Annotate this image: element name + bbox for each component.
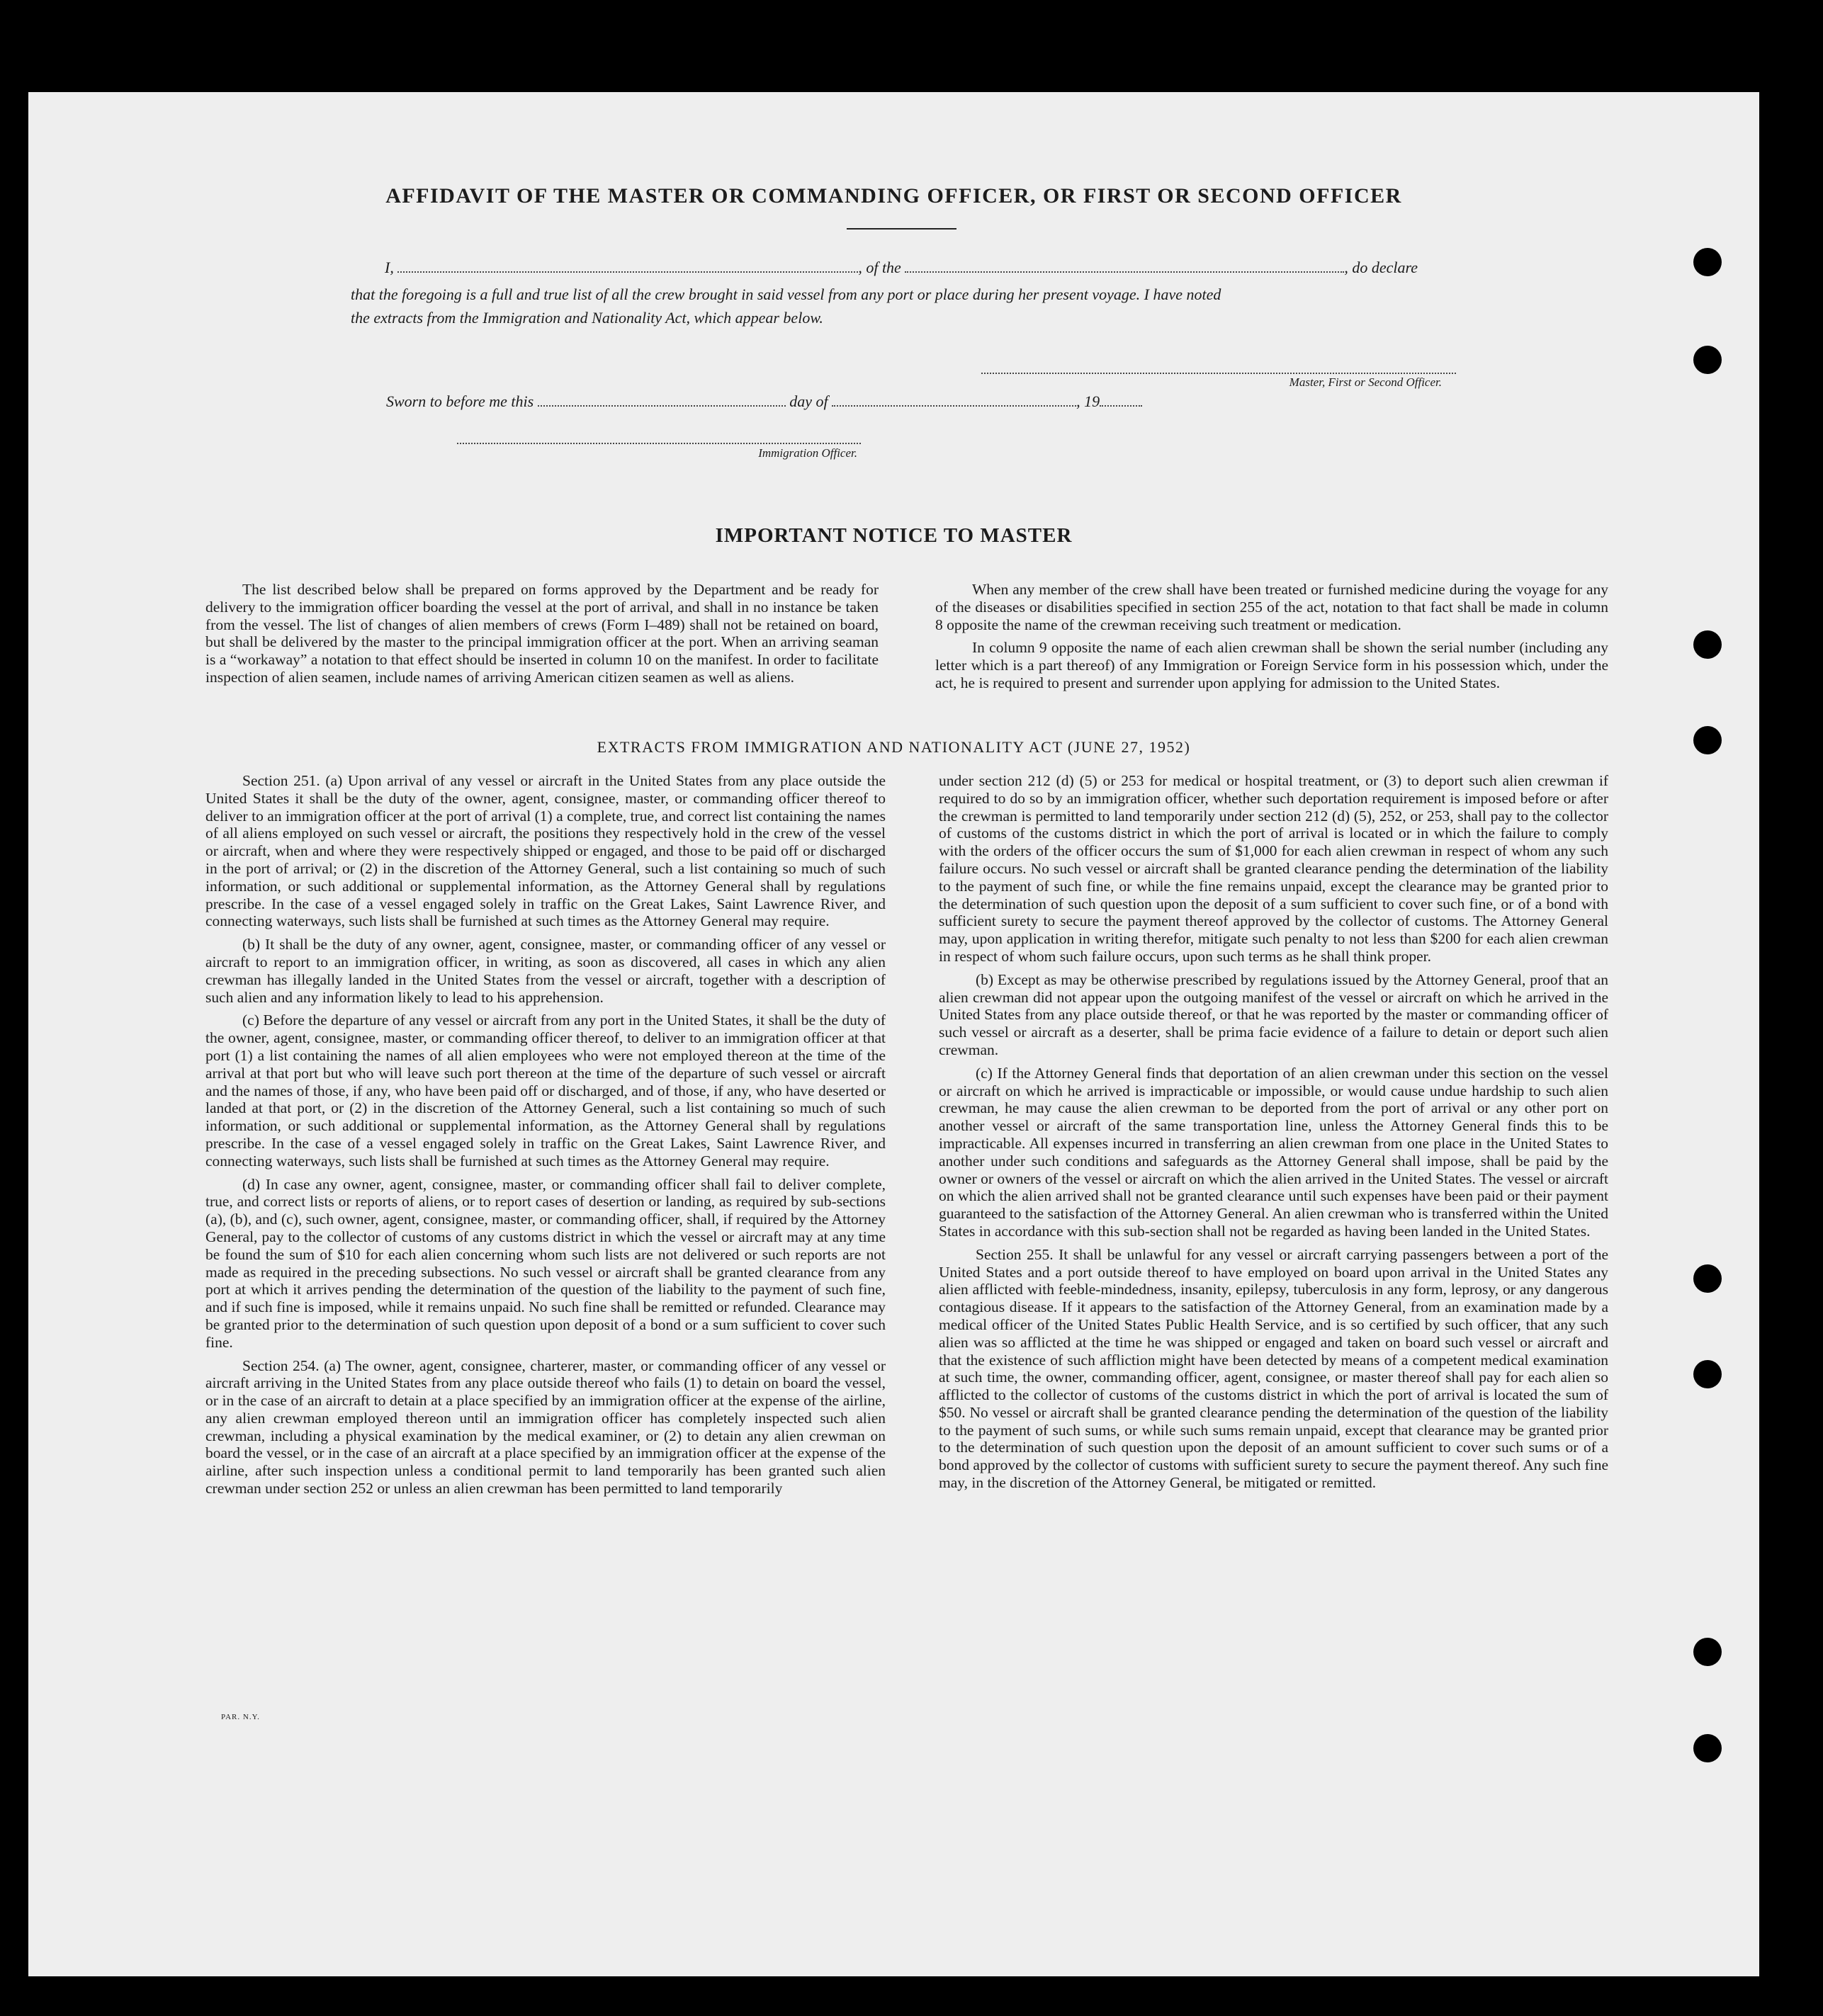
affidavit-title: AFFIDAVIT OF THE MASTER OR COMMANDING OFFICER, OR FIRST OR SECOND OFFICER	[385, 184, 1402, 208]
year-blank	[1100, 392, 1142, 407]
section-paragraph: under section 212 (d) (5) or 253 for medical or hospital treatment, or (3) to deport such alien crewman if required to do so by an immigration officer, whether such deportation requirement is imposed before or after the crewman is permitted to land temporarily under section 212 (d) (5), 252, or 253, shall pay to the collector of customs of the customs district in which the port of arrival is located or in which the failure to comply with the orders of the officer occurs the sum of $1,000 for each alien crewman in respect of whom any such failure occurs. No such vessel or aircraft shall be granted clearance pending the determination of the liability to the payment of such fine, or while the fine remains unpaid, except the clearance may be granted prior to the determination of such question upon the deposit of a sum sufficient to cover such fine, or of a bond with sufficient surety to secure the payment thereof approved by the collector of customs. The Attorney General may, upon application in writing therefor, mitigate such penalty to not less than $200 for each alien crewman in respect of whom such failure occurs, upon such terms as he shall think proper.	[939, 772, 1608, 965]
declaration-i: I,	[385, 259, 394, 276]
notice-title: IMPORTANT NOTICE TO MASTER	[715, 524, 1073, 547]
officer-signature-line	[457, 443, 861, 444]
punch-hole	[1693, 1734, 1722, 1762]
punch-hole	[1693, 248, 1722, 276]
year-label: , 19	[1076, 392, 1100, 410]
section-paragraph: Section 255. It shall be unlawful for any vessel or aircraft carrying passengers between a port of the United States and a port outside thereof to have employed on board upon arrival in the United States any alien afflicted with feeble-mindedness, insanity, epilepsy, tuberculosis in any form, leprosy, or any dangerous contagious disease. If it appears to the satisfaction of the Attorney General, from an examination made by a medical officer of the United States Public Health Service, and is so certified by such officer, that any such alien was so afflicted at the time he was shipped or engaged and taken on board such vessel or aircraft and that the existence of such affliction might have been detected by means of a competent medical examination at such time, the owner, commanding officer, agent, consignee, or master thereof shall pay for each alien so afflicted to the collector of customs of the customs district in which the port of arrival is located the sum of $50. No vessel or aircraft shall be granted clearance pending the determination of the question of the liability to the payment of such sums, or while such sums remain unpaid, except that clearance may be granted prior to the determination of such question upon the deposit of an amount sufficient to cover such sums or of a bond approved by the collector of customs with sufficient surety to secure the payment thereof. Any such fine may, in the discretion of the Attorney General, be mitigated or remitted.	[939, 1245, 1608, 1492]
notice-paragraph: The list described below shall be prepared on forms approved by the Department and be ready for delivery to the immigration officer boarding the vessel at the port of arrival, and shall in no instance be taken from the vessel. The list of changes of alien members of crews (Form I–489) shall not be retained on board, but shall be delivered by the master to the principal immigration officer at the port. When an arriving seaman is a “workaway” a notation to that effect should be inserted in column 10 on the manifest. In order to facilitate inspection of alien seamen, include names of arriving American citizen seamen as well as aliens.	[205, 581, 879, 686]
document-page	[28, 92, 1759, 1976]
vessel-blank	[905, 259, 1344, 273]
extracts-title: EXTRACTS FROM IMMIGRATION AND NATIONALITY ACT (JUNE 27, 1952)	[597, 738, 1191, 756]
punch-hole	[1693, 346, 1722, 374]
sworn-line	[386, 392, 1142, 411]
officer-signature-caption: Immigration Officer.	[758, 446, 857, 460]
punch-hole	[1693, 1264, 1722, 1293]
section-paragraph: (d) In case any owner, agent, consignee, master, or commanding officer shall fail to deliver complete, true, and correct lists or reports of aliens, or to report cases of desertion or landing, as required by sub-sections (a), (b), and (c), such owner, agent, consignee, master, or commanding officer, shall, if required by the Attorney General, pay to the collector of customs of any customs district in which the vessel or aircraft may at any time be found the sum of $10 for each alien concerning whom such lists are not delivered or such reports are not made as required in the preceding subsections. No such vessel or aircraft shall be granted clearance from any port at which it arrives pending the determination of the question of the liability to the payment of such fine, and if such fine is imposed, while it remains unpaid. No such fine shall be remitted or refunded. Clearance may be granted prior to the determination of such question upon deposit of a bond or a sum sufficient to cover such fine.	[205, 1175, 886, 1351]
printer-mark: PAR. N.Y.	[221, 1713, 260, 1721]
punch-hole	[1693, 726, 1722, 754]
punch-hole	[1693, 1638, 1722, 1666]
section-paragraph: (c) If the Attorney General finds that deportation of an alien crewman under this section on the vessel or aircraft on which he arrived is impracticable or impossible, or would cause undue hardship to such alien crewman, he may cause the alien crewman to be deported from the port of arrival or any other port on another vessel or aircraft of the same transportation line, unless the Attorney General finds this to be impracticable. All expenses incurred in transferring an alien crewman from one place in the United States to another under such conditions and safeguards as the Attorney General shall impose, shall be paid by the owner or owners of the vessel or aircraft on which the alien arrived in the United States. The vessel or aircraft on which the alien arrived shall not be granted clearance until such expenses have been paid or their payment guaranteed to the satisfaction of the Attorney General. An alien crewman who is transferred within the United States in accordance with this sub-section shall not be regarded as having been landed in the United States.	[939, 1064, 1608, 1240]
declaration-text-2: that the foregoing is a full and true list of all the crew brought in said vessel from any port or place during her present voyage. I have noted	[351, 285, 1221, 303]
declaration-do-declare: , do declare	[1344, 259, 1418, 276]
notice-paragraph: When any member of the crew shall have been treated or furnished medicine during the voyage for any of the diseases or disabilities specified in section 255 of the act, notation to that fact shall be made in column 8 opposite the name of the crewman receiving such treatment or medication.	[935, 581, 1608, 633]
name-blank	[397, 259, 858, 273]
notice-right-column	[935, 581, 1608, 692]
day-blank	[538, 392, 786, 407]
title-divider	[847, 228, 956, 230]
section-paragraph: (b) Except as may be otherwise prescribed by regulations issued by the Attorney General, proof that an alien crewman did not appear upon the outgoing manifest of the vessel or aircraft on which he arrived in the United States from any place outside thereof, or that he was reported by the master or commanding officer of such vessel or aircraft as a deserter, shall be prima facie evidence of a failure to detain or deport such alien crewman.	[939, 970, 1608, 1058]
punch-hole	[1693, 630, 1722, 659]
notice-paragraph: In column 9 opposite the name of each alien crewman shall be shown the serial number (including any letter which is a part thereof) of any Immigration or Foreign Service form in his possession which, under the act, he is required to present and surrender upon applying for admission to the United States.	[935, 639, 1608, 691]
month-blank	[832, 392, 1076, 407]
declaration-line	[385, 259, 1483, 277]
section-paragraph: (b) It shall be the duty of any owner, agent, consignee, master, or commanding officer of any vessel or aircraft to report to an immigration officer, in writing, as soon as discovered, all cases in which any alien crewman has illegally landed in the United States from the vessel or aircraft, together with a description of such alien and any information likely to lead to his apprehension.	[205, 936, 886, 1006]
section-paragraph: Section 254. (a) The owner, agent, consignee, charterer, master, or commanding officer of any vessel or aircraft arriving in the United States from any place outside thereof who fails (1) to detain on board the vessel, or in the case of an aircraft to detain at a place specified by an immigration officer at the expense of the airline, any alien crewman employed thereon until an immigration officer has completely inspected such alien crewman, including a physical examination by the medical examiner, or (2) to detain any alien crewman on board the vessel, or in the case of an aircraft at a place specified by an immigration officer at the expense of the airline, after such inspection unless a conditional permit to land temporarily has been granted such alien crewman under section 252 or unless an alien crewman has been permitted to land temporarily	[205, 1357, 886, 1497]
section-paragraph: Section 251. (a) Upon arrival of any vessel or aircraft in the United States from any place outside the United States it shall be the duty of the owner, agent, consignee, master, or commanding officer thereof to deliver to an immigration officer at the port of arrival (1) a complete, true, and correct list containing the names of all aliens employed on such vessel or aircraft, the positions they respectively hold in the crew of the vessel or aircraft, when and where they were respectively shipped or engaged, and those to be paid off or discharged in the port of arrival; or (2) in the discretion of the Attorney General, such a list containing so much of such information, or such additional or supplemental information, as the Attorney General shall by regulations prescribe. In the case of a vessel engaged solely in traffic on the Great Lakes, Saint Lawrence River, and connecting waterways, such lists shall be furnished at such times as the Attorney General may require.	[205, 772, 886, 930]
section-paragraph: (c) Before the departure of any vessel or aircraft from any port in the United States, it shall be the duty of the owner, agent, consignee, master, or commanding officer thereof, to deliver to an immigration officer at that port (1) a list containing the names of all alien employees who were not employed thereon at the time of the arrival at that port but who will leave such port thereon at the time of the departure of such vessel or aircraft and the names of those, if any, who have been paid off or discharged, and of those, if any, who have deserted or landed at that port, or (2) in the discretion of the Attorney General, such a list containing so much of such information, or such additional or supplemental information, as the Attorney General shall by regulations prescribe. In the case of a vessel engaged solely in traffic on the Great Lakes, Saint Lawrence River, and connecting waterways, such lists shall be furnished at such times as the Attorney General may require.	[205, 1012, 886, 1170]
extracts-left-column	[205, 772, 886, 1497]
punch-hole	[1693, 1360, 1722, 1388]
extracts-right-column	[939, 772, 1608, 1492]
master-signature-caption: Master, First or Second Officer.	[1289, 375, 1442, 389]
master-signature-line	[981, 373, 1456, 374]
notice-left-column	[205, 581, 879, 686]
declaration-of-the: , of the	[858, 259, 901, 276]
sworn-label: Sworn to before me this	[386, 392, 534, 410]
declaration-text-3: the extracts from the Immigration and Nationality Act, which appear below.	[351, 309, 823, 327]
day-of-label: day of	[789, 392, 828, 410]
